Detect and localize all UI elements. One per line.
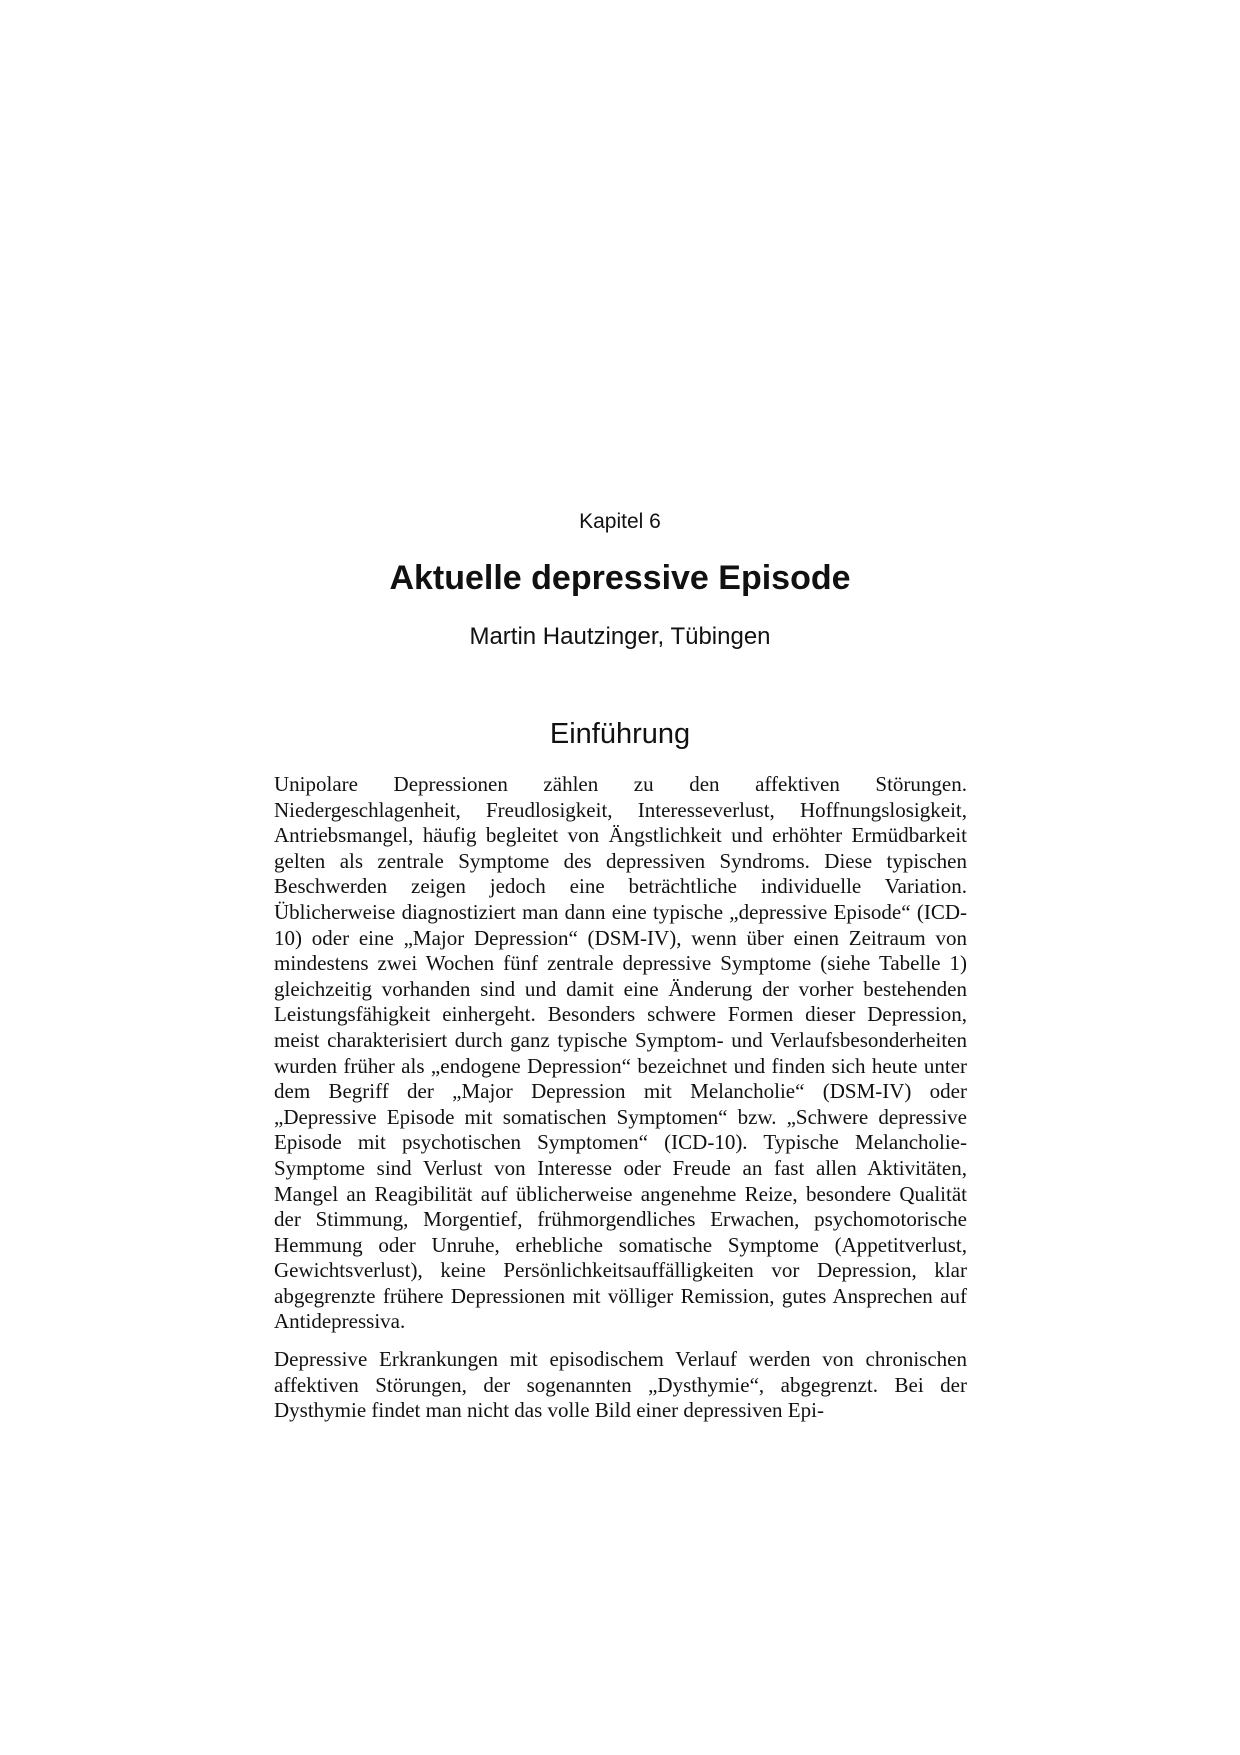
chapter-title: Aktuelle depressive Episode [389, 559, 851, 597]
paragraph: Depressive Erkrankungen mit episodischem Verlauf werden von chronischen affektiven Störungen, der sogenannten „Dysthymie“, abgegrenzt. Bei der Dysthymie findet man nicht das volle Bild einer depressiven Epi- [274, 1347, 967, 1423]
section-heading: Einführung [549, 718, 691, 750]
chapter-label: Kapitel 6 [579, 510, 661, 533]
body-text [274, 772, 967, 1436]
paragraph: Unipolare Depressionen zählen zu den affektiven Störungen. Niedergeschlagenheit, Freudlosigkeit, Interesseverlust, Hoffnungslosigkeit, Antriebsmangel, häufig begleitet von Ängstlichkeit und erhöhter Ermüdbarkeit gelten als zentrale Symptome des depressiven Syndroms. Diese typischen Beschwerden zeigen jedoch eine beträchtliche individuelle Variation. Üblicherweise diagnostiziert man dann eine typische „depressive Episode“ (ICD-10) oder eine „Major Depression“ (DSM-IV), wenn über einen Zeitraum von mindestens zwei Wochen fünf zentrale depressive Symptome (siehe Tabelle 1) gleichzeitig vorhanden sind und damit eine Änderung der vorher bestehenden Leistungsfähigkeit einhergeht. Besonders schwere Formen dieser Depression, meist charakterisiert durch ganz typische Symptom- und Verlaufsbesonderheiten wurden früher als „endogene Depression“ bezeichnet und finden sich heute unter dem Begriff der „Major Depression mit Melancholie“ (DSM-IV) oder „Depressive Episode mit somatischen Symptomen“ bzw. „Schwere depressive Episode mit psychotischen Symptomen“ (ICD-10). Typische Melancholie-Symptome sind Verlust von Interesse oder Freude an fast allen Aktivitäten, Mangel an Reagibilität auf üblicherweise angenehme Reize, besondere Qualität der Stimmung, Morgentief, frühmorgendliches Erwachen, psychomotorische Hemmung oder Unruhe, erhebliche somatische Symptome (Appetitverlust, Gewichtsverlust), keine Persönlichkeitsauffälligkeiten vor Depression, klar abgegrenzte frühere Depressionen mit völliger Remission, gutes Ansprechen auf Antidepressiva. [274, 772, 967, 1334]
chapter-author: Martin Hautzinger, Tübingen [469, 623, 771, 650]
